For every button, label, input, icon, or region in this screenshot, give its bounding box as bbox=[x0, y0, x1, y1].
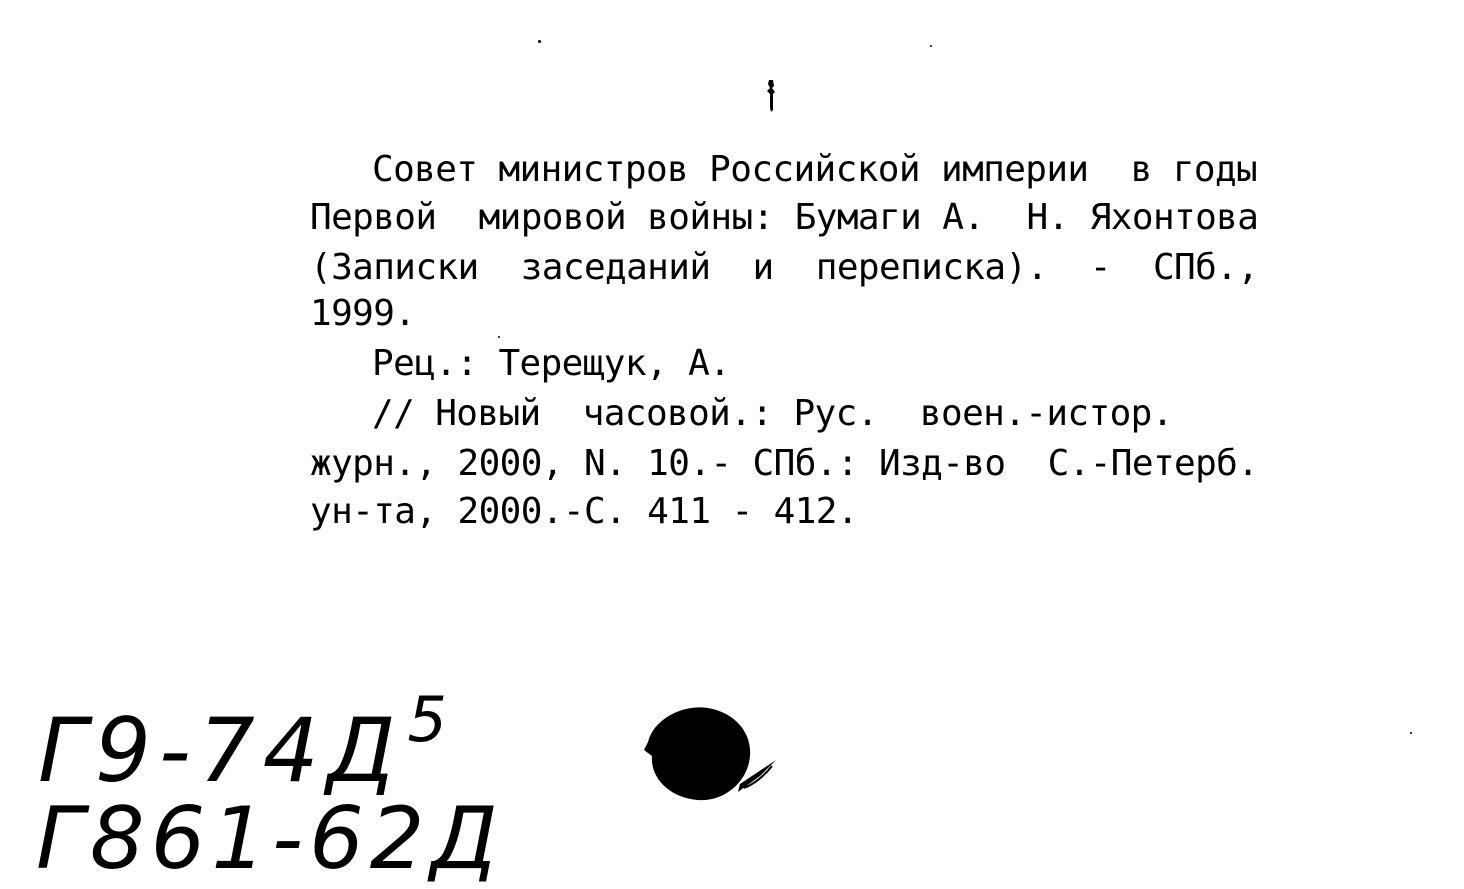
entry-line-2: Первой мировой войны: Бумаги А. Н. Яхонтова bbox=[310, 197, 1259, 238]
entry-line-4: 1999. bbox=[310, 293, 416, 334]
entry-line-3: (Записки заседаний и переписка). - СПб., bbox=[310, 247, 1259, 288]
entry-line-1: Совет министров Российской империи в годы bbox=[372, 149, 1258, 190]
source-line-3: ун-та, 2000.-С. 411 - 412. bbox=[310, 491, 858, 532]
handwritten-shelfmark-2: Г861-62Д bbox=[36, 789, 504, 889]
ink-mark-icon bbox=[766, 80, 776, 112]
speck bbox=[498, 336, 500, 338]
speck bbox=[1410, 732, 1412, 734]
review-line: Рец.: Терещук, А. bbox=[372, 343, 731, 384]
speck bbox=[930, 45, 932, 47]
ink-blot-icon bbox=[640, 704, 780, 804]
source-line-2: журн., 2000, N. 10.- СПб.: Изд-во С.-Петерб. bbox=[310, 443, 1259, 484]
speck bbox=[538, 40, 541, 43]
shelfmark-1-text: Г9-74Д bbox=[38, 699, 404, 802]
source-line-1: // Новый часовой.: Рус. воен.-истор. bbox=[372, 393, 1173, 434]
shelfmark-1-superscript: 5 bbox=[407, 683, 455, 756]
